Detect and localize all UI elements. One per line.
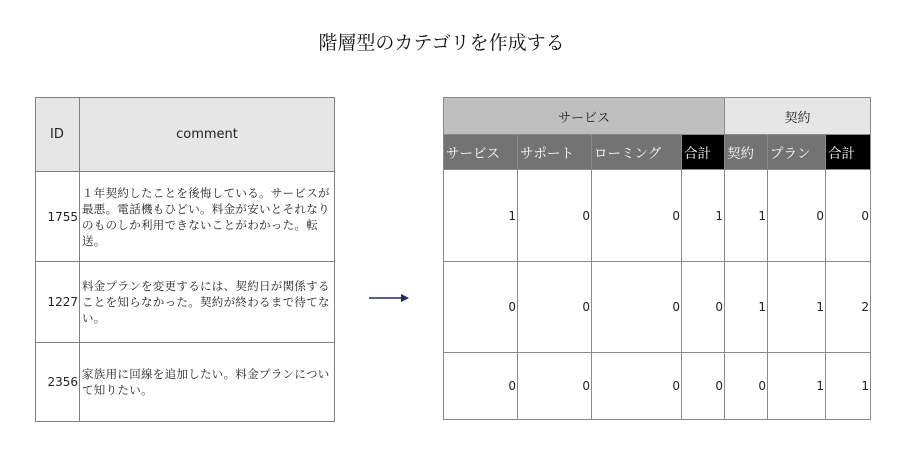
table-cell: 1 [725, 170, 768, 262]
table-row [444, 170, 871, 262]
table-cell: 0 [592, 170, 682, 262]
column-header-service-total: 合計 [682, 135, 725, 170]
column-header-plan: プラン [768, 135, 826, 170]
id-cell: 2356 [36, 343, 80, 422]
comment-cell: 料金プランを変更するには、契約日が関係することを知らなかった。契約が終わるまで待てない。 [80, 262, 335, 343]
table-cell: 1 [826, 353, 871, 420]
table-cell: 0 [725, 353, 768, 420]
column-header-contract-total: 合計 [826, 135, 871, 170]
table-cell: 1 [444, 170, 518, 262]
table-cell: 0 [518, 353, 592, 420]
table-cell: 1 [768, 262, 826, 353]
header-id: ID [36, 98, 80, 172]
id-cell: 1227 [36, 262, 80, 343]
table-header-row [36, 98, 335, 172]
table-row [36, 262, 335, 343]
column-header-service: サービス [444, 135, 518, 170]
column-header-contract: 契約 [725, 135, 768, 170]
table-row [36, 343, 335, 422]
table-cell: 0 [444, 262, 518, 353]
comment-cell: 家族用に回線を追加したい。料金プランについて知りたい。 [80, 343, 335, 422]
column-header-row [444, 135, 871, 170]
column-header-roaming: ローミング [592, 135, 682, 170]
table-row [444, 353, 871, 420]
page-title: 階層型のカテゴリを作成する [318, 32, 565, 54]
category-table [443, 97, 871, 420]
table-cell: 0 [682, 353, 725, 420]
table-cell: 1 [725, 262, 768, 353]
group-header-service: サービス [444, 98, 725, 135]
right-arrow-icon [369, 291, 409, 305]
table-cell: 2 [826, 262, 871, 353]
table-cell: 0 [592, 353, 682, 420]
group-header-row [444, 98, 871, 135]
id-cell: 1755 [36, 172, 80, 262]
table-cell: 0 [518, 262, 592, 353]
comment-table [35, 97, 335, 422]
column-header-support: サポート [518, 135, 592, 170]
table-cell: 0 [826, 170, 871, 262]
table-cell: 0 [768, 170, 826, 262]
table-row [36, 172, 335, 262]
header-comment: comment [80, 98, 335, 172]
group-header-contract: 契約 [725, 98, 871, 135]
table-cell: 1 [682, 170, 725, 262]
table-cell: 0 [592, 262, 682, 353]
comment-cell: １年契約したことを後悔している。サービスが最悪。電話機もひどい。料金が安いとそれなりのものしか利用できないことがわかった。転送。 [80, 172, 335, 262]
table-cell: 0 [518, 170, 592, 262]
table-cell: 0 [444, 353, 518, 420]
table-cell: 0 [682, 262, 725, 353]
table-row [444, 262, 871, 353]
table-cell: 1 [768, 353, 826, 420]
